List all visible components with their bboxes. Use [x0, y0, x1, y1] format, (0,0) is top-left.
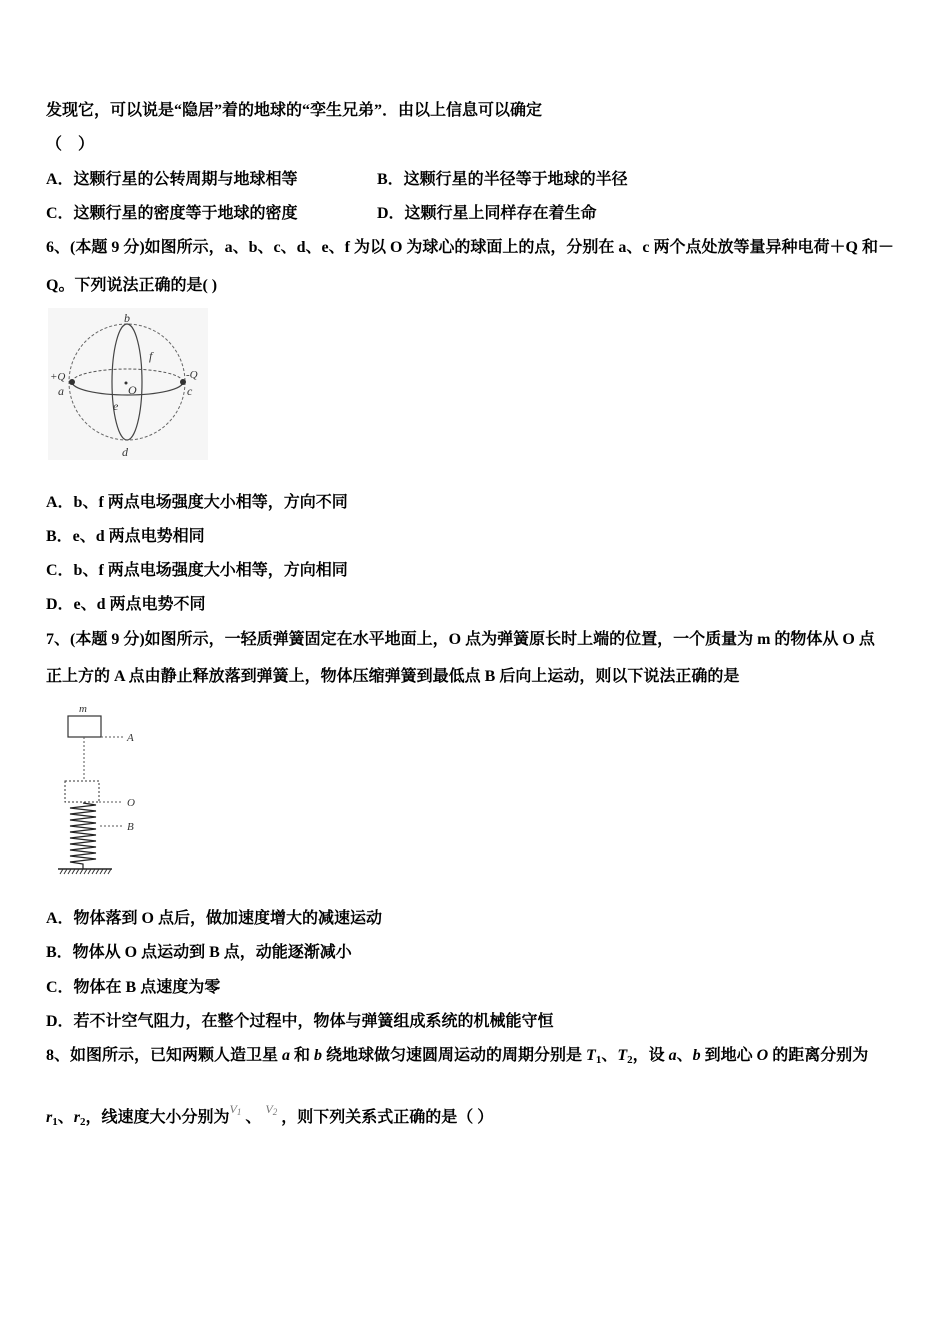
spring-mass-diagram	[55, 700, 145, 878]
label-f: f	[149, 349, 153, 363]
q8-var-r: r	[73, 1109, 80, 1126]
q5-option-a: A．这颗行星的公转周期与地球相等	[46, 171, 298, 188]
formula-v2	[265, 1102, 277, 1116]
label-a-point: A	[127, 732, 134, 744]
q8-text-run: 和	[290, 1047, 315, 1064]
mass-block-at-o	[65, 781, 99, 802]
q8-stem-line2	[46, 1102, 494, 1129]
q8-text-run: ，线速度大小分别为	[85, 1109, 230, 1126]
label-a: a	[58, 384, 64, 398]
q5-answer-blank: （ ）	[46, 136, 95, 153]
label-o-point: O	[127, 797, 135, 809]
formula-var-v: V	[265, 1102, 273, 1116]
q6-stem-line2: Q。下列说法正确的是( )	[46, 277, 218, 294]
mass-block-at-a	[68, 716, 101, 737]
q7-option-d: D．若不计空气阻力，在整个过程中，物体与弹簧组成系统的机械能守恒	[46, 1013, 554, 1030]
q8-var-a: a	[282, 1047, 291, 1064]
label-c: c	[187, 384, 193, 398]
label-b: b	[124, 311, 130, 325]
q7-stem-line1: 7、(本题 9 分)如图所示，一轻质弹簧固定在水平地面上，O 点为弹簧原长时上端的位置，一个质量为 m 的物体从 O 点	[46, 631, 875, 648]
q8-text-run: 绕地球做匀速圆周运动的周期分别是	[322, 1047, 587, 1064]
q7-option-c: C．物体在 B 点速度为零	[46, 979, 221, 996]
q8-subscript: 1	[52, 1116, 58, 1128]
q8-text-run: 、	[601, 1047, 618, 1064]
formula-subscript: 2	[272, 1107, 278, 1117]
q8-var-b: b	[314, 1047, 323, 1064]
formula-subscript: 1	[236, 1107, 242, 1117]
q6-stem-line1: 6、(本题 9 分)如图所示，a、b、c、d、e、f 为以 O 为球心的球面上的点，分别在 a、c 两个点处放等量异种电荷＋Q 和－	[46, 239, 894, 256]
q8-var-o: O	[756, 1047, 769, 1064]
q8-text-run: 8、如图所示，已知两颗人造卫星	[46, 1047, 283, 1064]
label-m: m	[79, 703, 87, 715]
ground-hatching	[60, 869, 111, 874]
q8-text-run: ，则下列关系式正确的是（ ）	[277, 1109, 494, 1126]
q7-option-a: A．物体落到 O 点后，做加速度增大的减速运动	[46, 910, 383, 927]
q5-option-d: D．这颗行星上同样存在着生命	[377, 205, 597, 222]
q8-var-t: T	[617, 1047, 628, 1064]
label-b-point: B	[127, 821, 134, 833]
q8-var-r: r	[46, 1109, 53, 1126]
q7-option-b: B．物体从 O 点运动到 B 点，动能逐渐减小	[46, 944, 352, 961]
q5-stem-tail: 发现它，可以说是“隐居”着的地球的“孪生兄弟”．由以上信息可以确定	[46, 102, 543, 119]
q8-text-run: 到地心	[700, 1047, 757, 1064]
label-e: e	[113, 399, 119, 413]
q6-option-d: D．e、d 两点电势不同	[46, 596, 206, 613]
label-plus-q: +Q	[50, 371, 66, 383]
sphere-charge-diagram	[48, 308, 208, 460]
q8-text-run: 、	[241, 1109, 266, 1126]
formula-v1	[230, 1102, 242, 1116]
q8-text-run: ，设	[632, 1047, 669, 1064]
label-d: d	[122, 445, 128, 459]
formula-var-v: V	[229, 1102, 237, 1116]
q7-stem-line2: 正上方的 A 点由静止释放落到弹簧上，物体压缩弹簧到最低点 B 后向上运动，则以下说法正确的是	[46, 668, 740, 685]
q6-option-a: A．b、f 两点电场强度大小相等，方向不同	[46, 494, 348, 511]
label-minus-q: -Q	[186, 369, 198, 381]
q8-stem-line1	[46, 1045, 868, 1067]
q5-option-c: C．这颗行星的密度等于地球的密度	[46, 205, 298, 222]
q8-subscript: 1	[595, 1054, 602, 1066]
q8-var-b: b	[692, 1047, 701, 1064]
point-a-charge	[69, 379, 75, 385]
q8-subscript: 2	[627, 1054, 633, 1066]
q5-option-b: B．这颗行星的半径等于地球的半径	[377, 171, 628, 188]
spring-coil	[70, 803, 96, 869]
q8-text-run: 、	[676, 1047, 693, 1064]
q8-text-run: 的距离分别为	[768, 1047, 869, 1064]
label-o: O	[128, 383, 137, 397]
q6-option-b: B．e、d 两点电势相同	[46, 528, 205, 545]
q6-option-c: C．b、f 两点电场强度大小相等，方向相同	[46, 562, 348, 579]
q8-var-t: T	[586, 1047, 596, 1064]
q8-subscript: 2	[79, 1116, 86, 1128]
q8-text-run: 、	[57, 1109, 74, 1126]
q8-var-a: a	[668, 1047, 677, 1064]
